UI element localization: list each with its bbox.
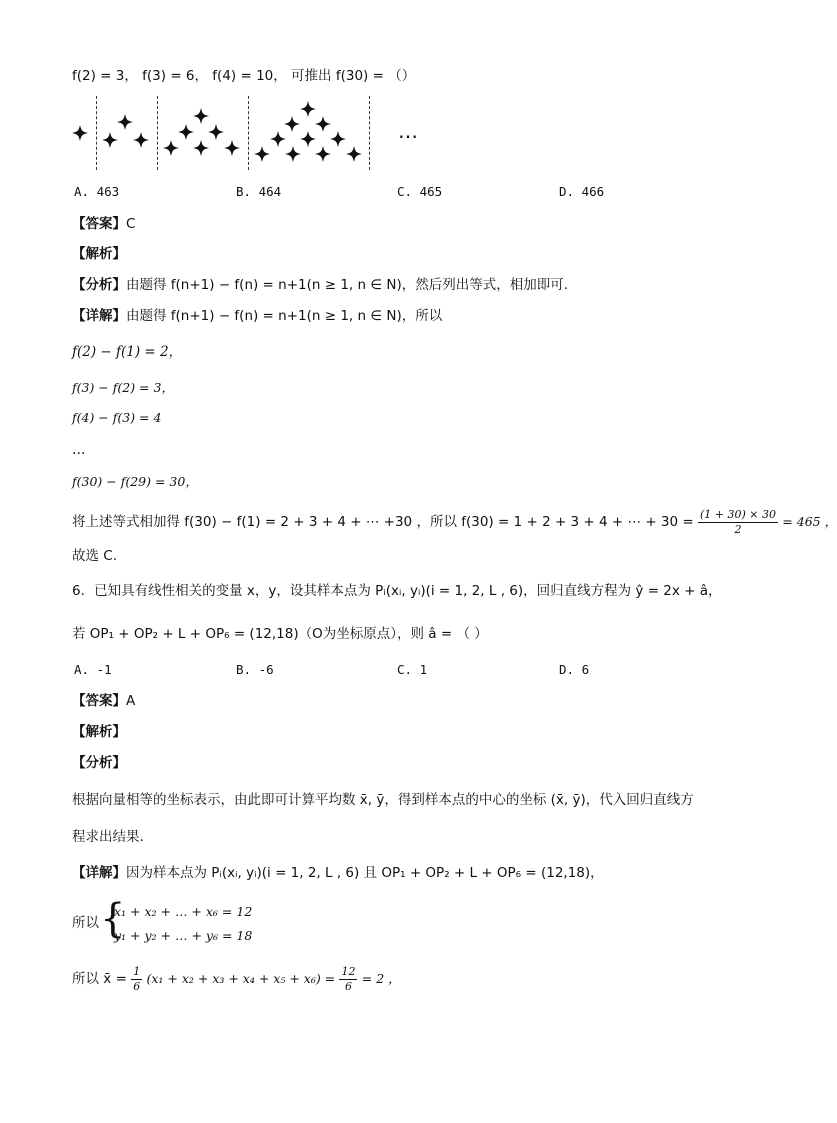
star-group-1	[72, 125, 88, 141]
q5-conclusion: 故选 C.	[72, 548, 118, 564]
q6-xiangjie: 【详解】因为样本点为 Pᵢ(xᵢ, yᵢ)(i = 1, 2, L , 6) 且 OP₁ + OP₂ + L + OP₆ = (12,18)，	[72, 865, 604, 881]
q5-eq-4: f(30) − f(29) = 30，	[72, 474, 198, 489]
q5-answer: 【答案】C	[72, 216, 136, 232]
figure-divider	[248, 96, 249, 170]
q6-mean: 所以 x̄ = $\frac{1}{6}$ (x₁ + x₂ + x₃ + x₄ + x₅ + x₆) = $\frac{12}{6}$ = 2 ，	[72, 965, 401, 993]
q6-stem-line2: 若 OP₁ + OP₂ + L + OP₆ = (12,18)（O为坐标原点），则 â = （ ）	[72, 626, 488, 642]
star-group-3	[163, 108, 240, 156]
q5-option-d: D. 466	[559, 184, 605, 199]
q5-xiangjie: 【详解】由题得 f(n+1) − f(n) = n+1(n ≥ 1, n ∈ N)，所以	[72, 308, 443, 324]
q5-eq-3: f(4) − f(3) = 4	[72, 410, 162, 425]
star-group-4	[254, 101, 362, 162]
q5-option-b: B. 464	[236, 184, 282, 199]
figure-divider	[157, 96, 158, 170]
q5-option-c: C. 465	[397, 184, 443, 199]
q5-option-a: A. 463	[74, 184, 120, 199]
q6-system-eq-1: x₁ + x₂ + … + x₆ = 12	[114, 904, 253, 919]
star-pattern-figure	[0, 92, 794, 182]
q6-analysis-tag: 【解析】	[72, 724, 126, 740]
q6-answer: 【答案】A	[72, 693, 136, 709]
star-group-2	[102, 114, 149, 148]
q6-option-d: D. 6	[559, 662, 590, 677]
q6-fenxi-tag: 【分析】	[72, 755, 126, 771]
q5-eq-1: f(2) − f(1) = 2，	[72, 344, 183, 360]
q5-sum-fraction: $\frac{(1 + 30) \times 30}{2}$	[700, 508, 776, 536]
q6-fenxi-line2: 程求出结果.	[72, 829, 144, 845]
figure-divider	[96, 96, 97, 170]
q5-sum: 将上述等式相加得 f(30) − f(1) = 2 + 3 + 4 + ⋯ +30 ，所以 f(30) = 1 + 2 + 3 + 4 + ⋯ + 30 = $\frac{(1 + 30) \times 30}{2}$ = 465 ，	[72, 508, 837, 536]
q5-eq-2: f(3) − f(2) = 3，	[72, 380, 174, 395]
q6-mean-result-fraction: $\frac{12}{6}$	[341, 965, 356, 993]
q6-fenxi-line1: 根据向量相等的坐标表示，由此即可计算平均数 x̄, ȳ，得到样本点的中心的坐标 (x̄, ȳ)，代入回归直线方	[72, 792, 694, 808]
figure-ellipsis: …	[398, 119, 418, 143]
q5-analysis-tag: 【解析】	[72, 246, 126, 262]
q6-system-brace: {	[100, 896, 126, 942]
q5-fenxi: 【分析】由题得 f(n+1) − f(n) = n+1(n ≥ 1, n ∈ N)，然后列出等式，相加即可.	[72, 277, 569, 293]
figure-divider	[369, 96, 370, 170]
q6-stem-line1: 6．已知具有线性相关的变量 x，y，设其样本点为 Pᵢ(xᵢ, yᵢ)(i = 1, 2, L , 6)，回归直线方程为 ŷ = 2x + â，	[72, 583, 722, 599]
q6-system-eq-2: y₁ + y₂ + … + y₆ = 18	[114, 928, 253, 943]
q6-suoyi: 所以	[72, 915, 99, 931]
q5-stem: f(2) = 3， f(3) = 6， f(4) = 10， 可推出 f(30) = （）	[72, 68, 416, 84]
q6-mean-fraction: $\frac{1}{6}$	[133, 965, 141, 993]
q6-option-b: B. -6	[236, 662, 274, 677]
q5-eq-dots: …	[72, 442, 86, 458]
q6-option-a: A. -1	[74, 662, 112, 677]
q6-option-c: C. 1	[397, 662, 428, 677]
